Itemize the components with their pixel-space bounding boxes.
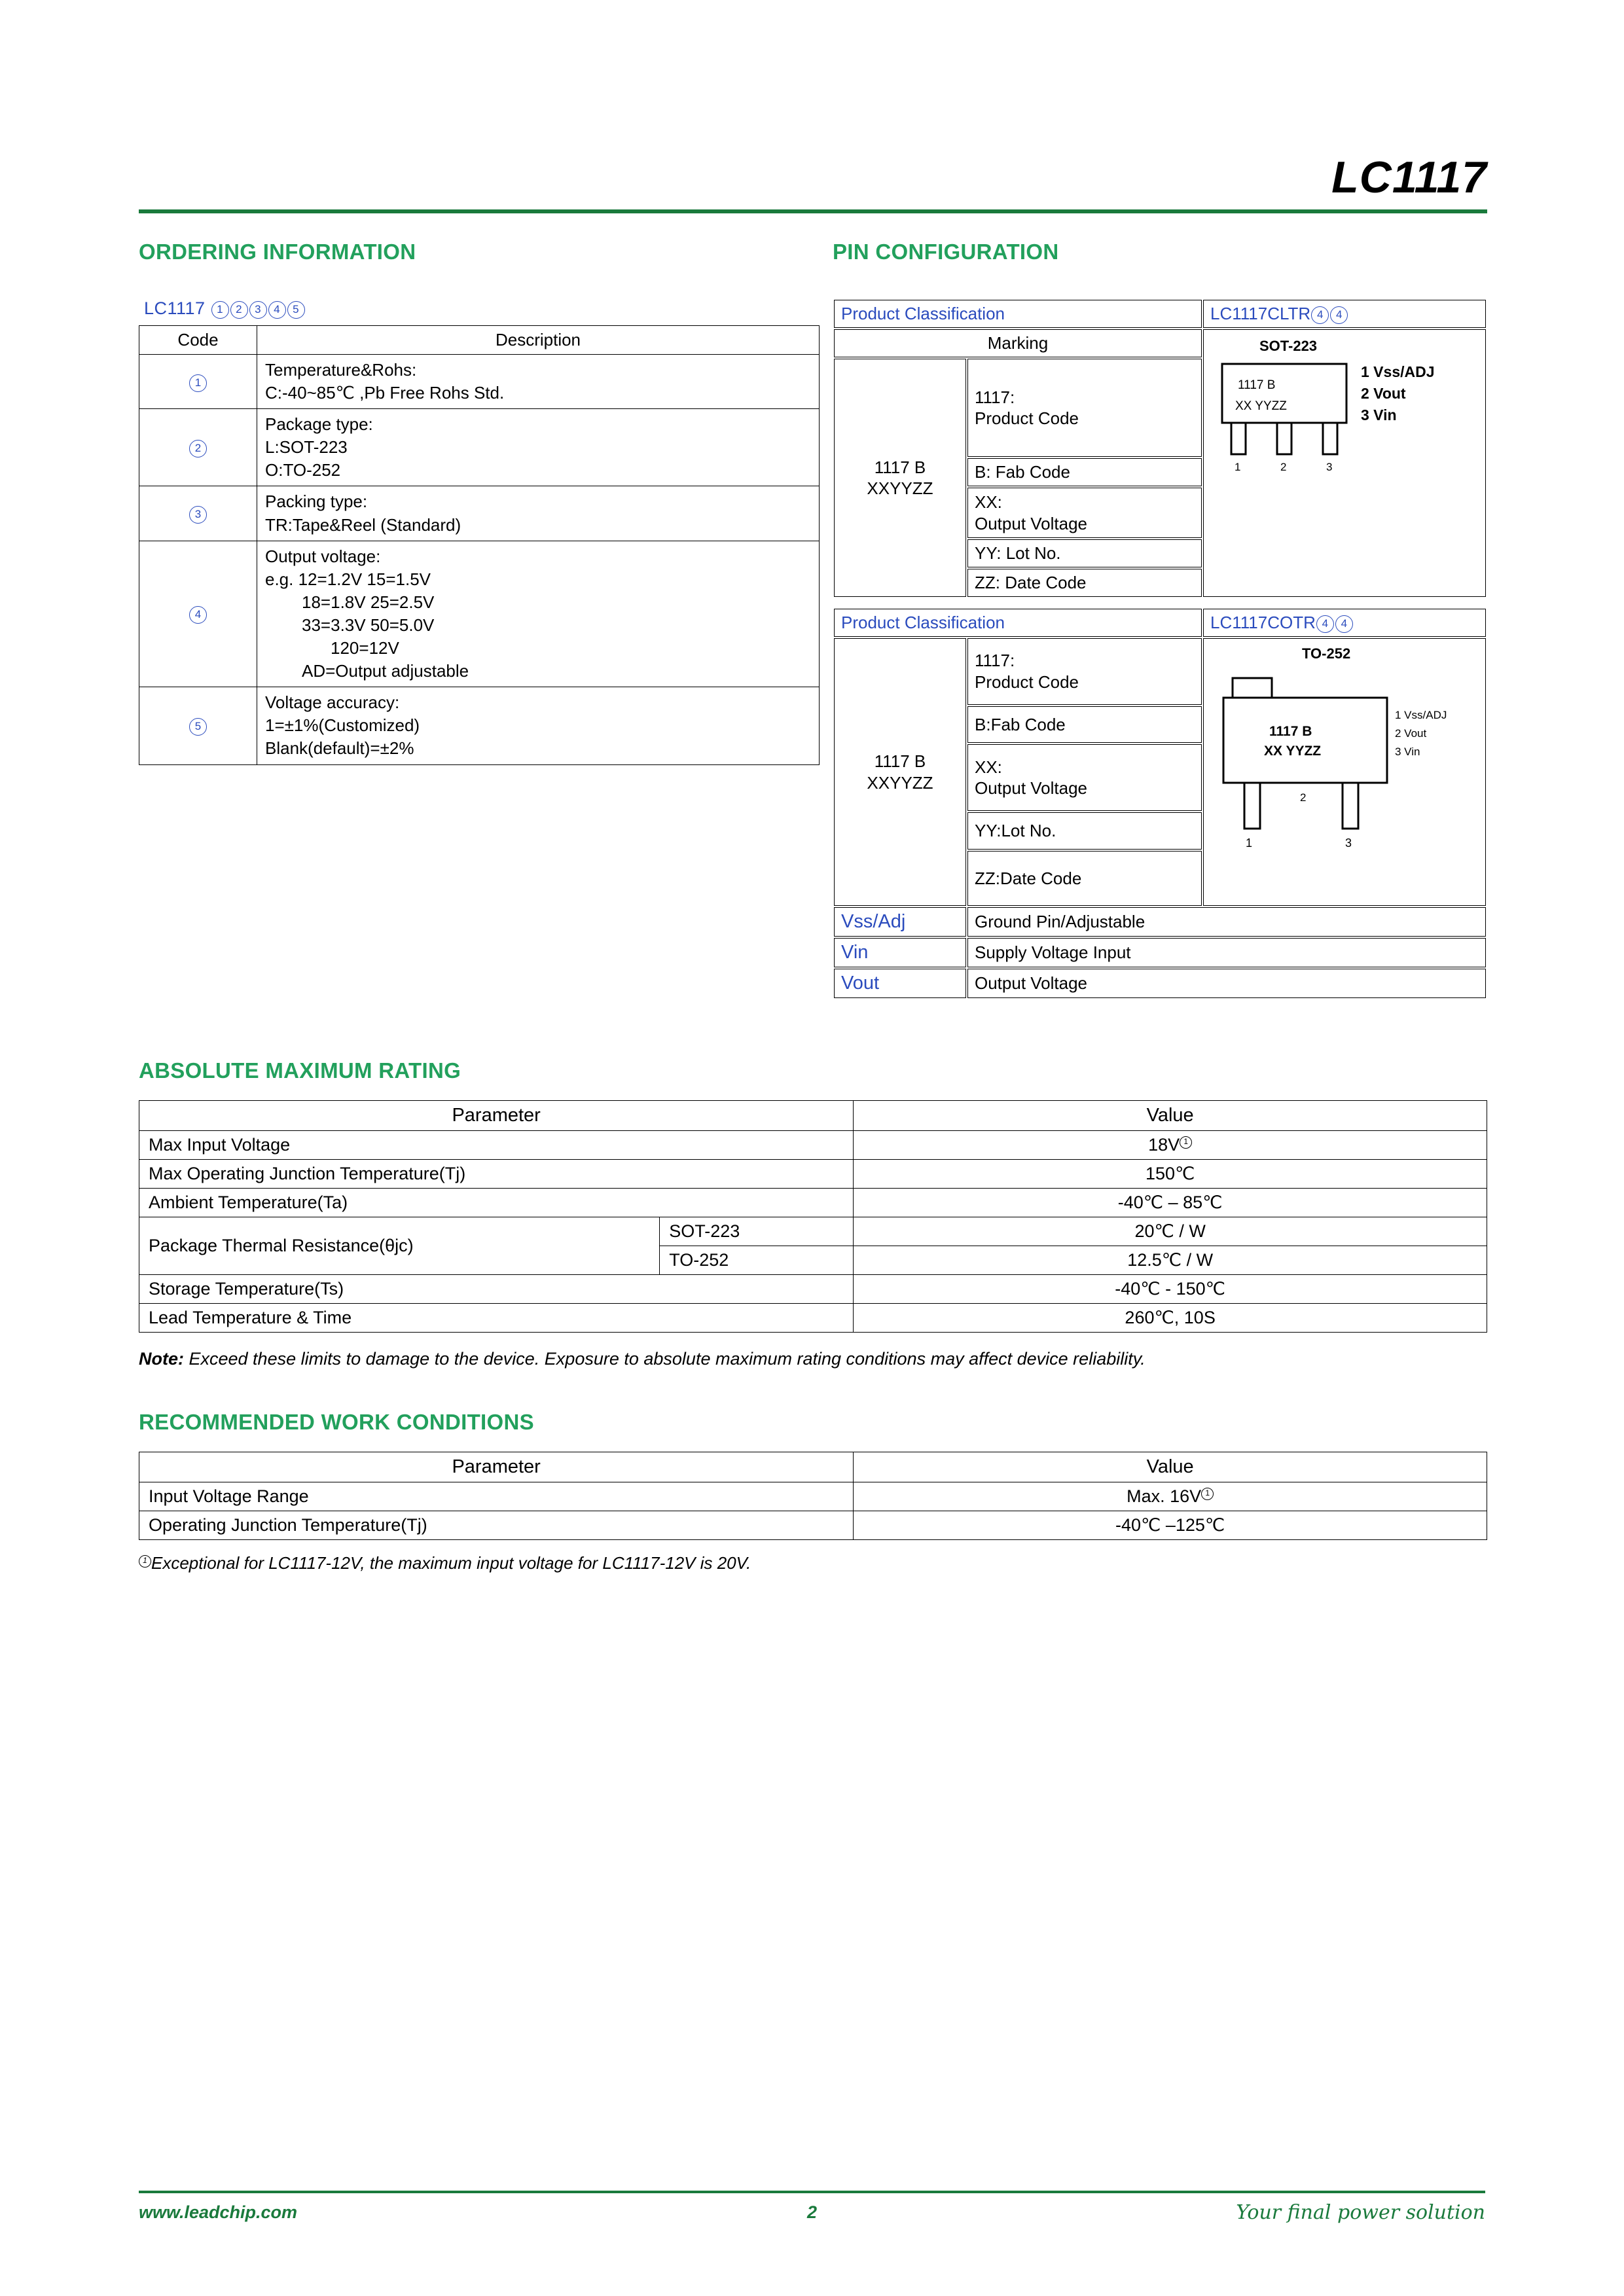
legend-line: 1117:: [975, 387, 1015, 407]
desc-line: L:SOT-223: [265, 437, 348, 457]
top-two-column-area: [139, 240, 1487, 999]
ordering-row-code: [139, 409, 257, 486]
pin-name-vout: Vout: [834, 969, 966, 998]
svg-text:1: 1: [1235, 461, 1241, 473]
amr-value-to252: 12.5℃ / W: [854, 1246, 1487, 1275]
svg-text:1 Vss/ADJ: 1 Vss/ADJ: [1361, 363, 1435, 380]
legend2-fab-code: B:Fab Code: [967, 706, 1202, 744]
pin-desc-vin: Supply Voltage Input: [967, 938, 1486, 967]
marking-code-line: 1117 B: [874, 457, 926, 477]
product-classification-label: Product Classification: [834, 300, 1202, 328]
product-code-to252: [1203, 609, 1486, 637]
svg-text:XX YYZZ: XX YYZZ: [1264, 744, 1322, 759]
ordering-row-description: [257, 409, 820, 486]
ordering-row-code: [139, 541, 257, 687]
table-row: [139, 409, 820, 486]
amr-value-max-input-voltage: [854, 1131, 1487, 1160]
table-row: [139, 355, 820, 409]
ordering-suffix-2: 2: [230, 301, 248, 319]
legend-line: Product Code: [975, 408, 1079, 428]
note-text: Exceed these limits to damage to the device. Exposure to absolute maximum rating conditions may affect device reliability.: [184, 1349, 1146, 1369]
table-row: [139, 1482, 1487, 1511]
svg-text:1 Vss/ADJ: 1 Vss/ADJ: [1395, 709, 1447, 721]
table-header-row: [139, 1101, 1487, 1131]
table-row: [834, 329, 1486, 357]
code-badge: 4: [1335, 615, 1353, 633]
amr-value-lead-temp: 260℃, 10S: [854, 1304, 1487, 1333]
code-badge: 1: [189, 374, 207, 392]
rwc-value-junction-temp: -40℃ –125℃: [854, 1511, 1487, 1540]
page-footnote: [139, 1553, 1487, 1573]
svg-text:2: 2: [1280, 461, 1287, 473]
rwc-value-input-voltage-range: [854, 1482, 1487, 1511]
table-row: [139, 1131, 1487, 1160]
rwc-param-junction-temp: Operating Junction Temperature(Tj): [139, 1511, 854, 1540]
desc-line: 1=±1%(Customized): [265, 715, 420, 736]
svg-text:2: 2: [1300, 791, 1307, 804]
table-row: [139, 1189, 1487, 1217]
amr-value-sot223: 20℃ / W: [854, 1217, 1487, 1246]
ordering-row-code: [139, 687, 257, 764]
desc-line: Temperature&Rohs:: [265, 360, 417, 380]
rwc-header-parameter: Parameter: [139, 1452, 854, 1482]
product-code-text: LC1117CLTR: [1210, 304, 1311, 323]
svg-text:1117 B: 1117 B: [1238, 378, 1276, 392]
footer-divider: [139, 2191, 1485, 2193]
legend-line: XX:: [975, 492, 1002, 512]
rwc-header-value: Value: [854, 1452, 1487, 1482]
desc-line: C:-40~85℃ ,Pb Free Rohs Std.: [265, 383, 505, 403]
pin-configuration-column: [833, 240, 1487, 999]
pin-config-table-to252: [833, 607, 1487, 907]
table-row: [139, 541, 820, 687]
amr-value-max-junction-temp: 150℃: [854, 1160, 1487, 1189]
desc-line: [265, 614, 811, 637]
legend-lot-no: YY: Lot No.: [967, 539, 1202, 567]
legend-line: Product Code: [975, 672, 1079, 692]
footer-row: [139, 2201, 1485, 2224]
desc-line: Output voltage:: [265, 546, 381, 566]
to252-drawing-inner: [1204, 639, 1485, 905]
sot223-svg: [1204, 330, 1485, 592]
ordering-table: [139, 325, 820, 765]
code-badge: 4: [1330, 306, 1348, 324]
legend2-output-voltage: [967, 744, 1202, 811]
pin-desc-vout: Output Voltage: [967, 969, 1486, 998]
table-header-row: [834, 609, 1486, 637]
code-badge: 4: [1311, 306, 1329, 324]
sot223-marking-code: [834, 359, 966, 597]
desc-line: Packing type:: [265, 492, 368, 512]
legend2-date-code: ZZ:Date Code: [967, 851, 1202, 906]
amr-param-max-input-voltage: Max Input Voltage: [139, 1131, 854, 1160]
desc-line: Blank(default)=±2%: [265, 738, 414, 759]
amr-header-parameter: Parameter: [139, 1101, 854, 1131]
table-row: [834, 969, 1486, 998]
svg-text:3 Vin: 3 Vin: [1395, 745, 1420, 758]
sot223-package-name: SOT-223: [1259, 338, 1318, 354]
table-row: [139, 1275, 1487, 1304]
page-title: LC1117: [1331, 152, 1487, 202]
amr-value-ambient-temp: -40℃ – 85℃: [854, 1189, 1487, 1217]
desc-line: [265, 637, 811, 660]
legend-line: XX:: [975, 757, 1002, 777]
desc-line: O:TO-252: [265, 460, 341, 480]
footer-website-link[interactable]: www.leadchip.com: [139, 2202, 298, 2222]
marking-code-line: XXYYZZ: [867, 478, 933, 498]
product-code-text: LC1117COTR: [1210, 613, 1316, 632]
table-row: [139, 486, 820, 541]
desc-line-text: 18=1.8V 25=2.5V: [302, 592, 435, 612]
ordering-row-description: [257, 687, 820, 764]
table-row: [139, 1217, 1487, 1246]
to252-svg: [1204, 639, 1485, 901]
ordering-row-description: [257, 355, 820, 409]
recommended-work-conditions-table: [139, 1452, 1487, 1540]
amr-header-value: Value: [854, 1101, 1487, 1131]
pin-config-table-sot223: [833, 298, 1487, 598]
amr-subparam-sot223: SOT-223: [660, 1217, 854, 1246]
note-label: Note:: [139, 1349, 184, 1369]
legend-fab-code: B: Fab Code: [967, 458, 1202, 486]
svg-text:1117 B: 1117 B: [1269, 724, 1312, 739]
svg-text:1: 1: [1246, 836, 1253, 850]
to252-marking-code: [834, 638, 966, 906]
table-row: [139, 1511, 1487, 1540]
desc-line: Voltage accuracy:: [265, 692, 400, 713]
ordering-header-code: Code: [139, 326, 257, 355]
desc-line: [265, 660, 811, 683]
footnote-marker: 1: [139, 1555, 151, 1568]
section-heading-ordering: ORDERING INFORMATION: [139, 240, 416, 264]
ordering-part-number: [144, 298, 820, 319]
header-divider: [139, 209, 1487, 213]
table-row: [139, 1160, 1487, 1189]
amr-value-text: 18V: [1148, 1135, 1180, 1155]
desc-line: Package type:: [265, 414, 373, 435]
footnote-marker: 1: [1201, 1488, 1214, 1500]
product-code-sot223: [1203, 300, 1486, 328]
table-header-row: [139, 326, 820, 355]
pin-name-vin: Vin: [834, 938, 966, 967]
ordering-row-code: [139, 355, 257, 409]
section-heading-absolute-max: ABSOLUTE MAXIMUM RATING: [139, 1058, 461, 1083]
desc-line: TR:Tape&Reel (Standard): [265, 514, 461, 535]
desc-line-text: AD=Output adjustable: [302, 661, 469, 681]
desc-line: [265, 591, 811, 614]
table-header-row: [139, 1452, 1487, 1482]
legend-line: Output Voltage: [975, 513, 1088, 533]
marking-code-line: XXYYZZ: [867, 772, 933, 793]
ordering-row-description: [257, 541, 820, 687]
absolute-max-note: [139, 1347, 1487, 1371]
section-heading-recommended: RECOMMENDED WORK CONDITIONS: [139, 1410, 534, 1435]
footer-page-number: 2: [806, 2202, 818, 2222]
rwc-param-input-voltage-range: Input Voltage Range: [139, 1482, 854, 1511]
table-row: [139, 687, 820, 764]
marking-header: Marking: [834, 329, 1202, 357]
table-row: [834, 938, 1486, 967]
code-badge: 5: [189, 718, 207, 736]
to252-package-name: TO-252: [1302, 645, 1351, 662]
page-content: [139, 0, 1487, 1573]
ordering-suffix-1: 1: [211, 301, 229, 319]
footnote-text: Exceptional for LC1117-12V, the maximum input voltage for LC1117-12V is 20V.: [151, 1553, 751, 1573]
legend2-lot-no: YY:Lot No.: [967, 812, 1202, 850]
amr-param-ambient-temp: Ambient Temperature(Ta): [139, 1189, 854, 1217]
pin-names-table: [833, 906, 1487, 999]
ordering-suffix-3: 3: [249, 301, 267, 319]
product-classification-label-2: Product Classification: [834, 609, 1202, 637]
ordering-suffix-5: 5: [287, 301, 305, 319]
ordering-suffix-4: 4: [268, 301, 286, 319]
amr-param-storage-temp: Storage Temperature(Ts): [139, 1275, 854, 1304]
code-badge: 2: [189, 440, 207, 457]
code-badge: 4: [1316, 615, 1334, 633]
legend-line: Output Voltage: [975, 778, 1088, 798]
legend-date-code: ZZ: Date Code: [967, 569, 1202, 597]
sot223-drawing-inner: [1204, 330, 1485, 596]
amr-param-lead-temp: Lead Temperature & Time: [139, 1304, 854, 1333]
svg-text:3 Vin: 3 Vin: [1361, 406, 1397, 423]
footnote-marker: 1: [1180, 1136, 1192, 1149]
svg-text:XX YYZZ: XX YYZZ: [1235, 399, 1287, 413]
table-row: [139, 1304, 1487, 1333]
rwc-value-text: Max. 16V: [1127, 1486, 1202, 1507]
footer-tagline: Your final power solution: [1236, 2201, 1485, 2224]
ordering-part-prefix: LC1117: [144, 298, 206, 318]
ordering-row-code: [139, 486, 257, 541]
table-row: [834, 638, 1486, 705]
pin-desc-vss-adj: Ground Pin/Adjustable: [967, 907, 1486, 937]
amr-param-max-junction-temp: Max Operating Junction Temperature(Tj): [139, 1160, 854, 1189]
marking-code-line: 1117 B: [874, 751, 926, 771]
sot223-package-drawing: [1203, 329, 1486, 597]
code-badge: 4: [189, 606, 207, 624]
legend2-product-code: [967, 638, 1202, 705]
section-heading-pin-config: PIN CONFIGURATION: [833, 240, 1059, 264]
desc-line: e.g. 12=1.2V 15=1.5V: [265, 569, 431, 589]
amr-param-thermal-resistance: Package Thermal Resistance(θjc): [139, 1217, 660, 1275]
svg-text:3: 3: [1345, 836, 1352, 850]
ordering-information-column: [139, 240, 820, 999]
page-footer: [139, 2191, 1485, 2224]
legend-product-code: [967, 359, 1202, 457]
legend-output-voltage: [967, 488, 1202, 538]
absolute-maximum-rating-table: [139, 1100, 1487, 1333]
pin-name-vss-adj: Vss/Adj: [834, 907, 966, 937]
amr-value-storage-temp: -40℃ - 150℃: [854, 1275, 1487, 1304]
svg-text:3: 3: [1326, 461, 1333, 473]
svg-text:2 Vout: 2 Vout: [1361, 385, 1406, 402]
table-row: [834, 907, 1486, 937]
legend-line: 1117:: [975, 651, 1015, 671]
desc-line-text: 33=3.3V 50=5.0V: [302, 615, 435, 635]
to252-package-drawing: [1203, 638, 1486, 906]
amr-subparam-to252: TO-252: [660, 1246, 854, 1275]
table-header-row: [834, 300, 1486, 328]
svg-text:2 Vout: 2 Vout: [1395, 727, 1427, 740]
desc-line-text: 120=12V: [331, 638, 399, 658]
ordering-header-description: Description: [257, 326, 820, 355]
ordering-row-description: [257, 486, 820, 541]
code-badge: 3: [189, 506, 207, 524]
